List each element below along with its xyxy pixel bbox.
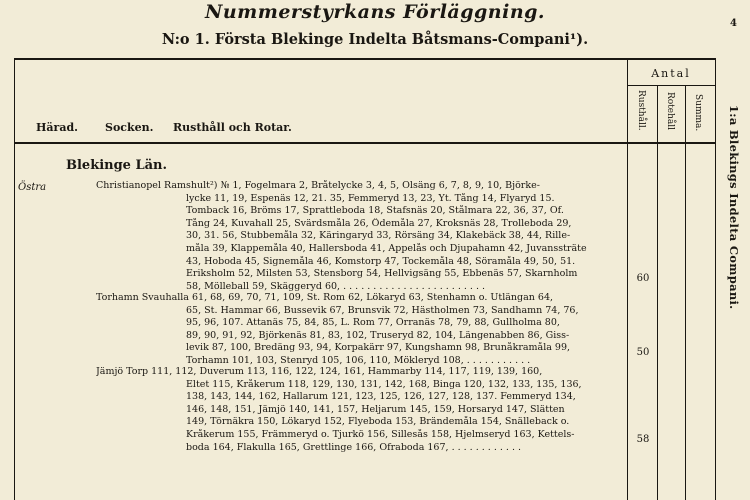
harad-name: Östra bbox=[18, 182, 47, 193]
text-line: 95, 96, 107. Attanäs 75, 84, 85, L. Rom 77, Orranäs 78, 79, 88, Gullholma 80, bbox=[186, 317, 560, 329]
col-rotar-header: Rotehåll bbox=[665, 92, 675, 131]
text-line: Christianopel Ramshult²) № 1, Fogelmara 2, Bråtelycke 3, 4, 5, Olsäng 6, 7, 8, 9, 10, Björke- bbox=[96, 180, 540, 191]
text-line: Tång 24, Kuvahall 25, Svärdsmåla 26, Ödemåla 27, Kroksnäs 28, Trolleboda 29, bbox=[186, 217, 572, 229]
rusthall-rotar-header: Rusthåll och Rotar. bbox=[173, 121, 292, 134]
text-line: boda 164, Flakulla 165, Grettlinge 166, Ofraboda 167, . . . . . . . . . . . . bbox=[186, 441, 522, 453]
antal-underline bbox=[627, 85, 715, 86]
text-line: levik 87, 100, Bredäng 93, 94, Korpakärr 97, Kungshamn 98, Brunåkramåla 99, bbox=[186, 342, 571, 354]
col-summa-header: Summa. bbox=[693, 94, 703, 132]
text-line: 138, 143, 144, 162, Hallarum 121, 123, 125, 126, 127, 128, 137. Femmeryd 134, bbox=[186, 391, 576, 403]
header-rule bbox=[14, 142, 715, 144]
antal-header: Antal bbox=[651, 67, 691, 80]
text-line: 43, Hoboda 45, Signemåla 46, Komstorp 47, Tockemåla 48, Söramåla 49, 50, 51. bbox=[186, 255, 576, 267]
entry-torhamn bbox=[96, 292, 624, 368]
entry-christianopel bbox=[96, 180, 624, 293]
page-number: 4 bbox=[730, 18, 737, 29]
col-rusthall-header: Rusthåll. bbox=[636, 90, 646, 131]
text-line: Torhamn 101, 103, Stenryd 105, 106, 110, Mökleryd 108, . . . . . . . . . . . bbox=[186, 354, 531, 366]
entry-jamjo bbox=[96, 366, 624, 454]
page-subtitle: N:o 1. Första Blekinge Indelta Båtsmans-Compani¹). bbox=[161, 31, 589, 48]
page-title: Nummerstyrkans Förläggning. bbox=[204, 1, 546, 23]
lan-heading: Blekinge Län. bbox=[66, 158, 168, 173]
socken-header: Socken. bbox=[105, 121, 154, 134]
text-line: lycke 11, 19, Espenäs 12, 21. 35, Femmeryd 13, 23, Yt. Tång 14, Flyaryd 15. bbox=[186, 192, 555, 204]
text-line: 30, 31. 56, Stubbemåla 32, Käringaryd 33, Rörsäng 34, Klakebäck 38, 44, Rille- bbox=[186, 230, 571, 242]
text-line: måla 39, Klappemåla 40, Hallersboda 41, Appelås och Djupahamn 42, Juvanssträte bbox=[186, 242, 587, 254]
text-line: Eltet 115, Kråkerum 118, 129, 130, 131, 142, 168, Binga 120, 132, 133, 135, 136, bbox=[186, 378, 582, 390]
text-line: 146, 148, 151, Jämjö 140, 141, 157, Heljarum 145, 159, Horsaryd 147, Slätten bbox=[186, 403, 565, 415]
harad-header: Härad. bbox=[36, 121, 78, 134]
text-line: 65, St. Hammar 66, Bussevik 67, Brunsvik 72, Hästholmen 73, Sandhamn 74, 76, bbox=[186, 304, 579, 316]
text-line: 58, Mölleball 59, Skäggeryd 60, . . . . . . . . . . . . . . . . . . . . . . . . bbox=[186, 280, 486, 292]
text-line: 149, Törnäkra 150, Lökaryd 152, Flyeboda 153, Brändemåla 154, Snälleback o. bbox=[186, 416, 570, 428]
text-line: Jämjö Torp 111, 112, Duverum 113, 116, 122, 124, 161, Hammarby 114, 117, 119, 139, 160, bbox=[96, 366, 543, 377]
text-line: Kråkerum 155, Främmeryd o. Tjurkö 156, Sillesås 158, Hjelmseryd 163, Kettels- bbox=[186, 428, 575, 440]
column-divider-summa bbox=[685, 86, 686, 500]
text-line: Torhamn Svauhalla 61, 68, 69, 70, 71, 109, St. Rom 62, Lökaryd 63, Stenhamn o. Utlängan 64, bbox=[96, 292, 554, 303]
count-jamjo: 58 bbox=[636, 434, 650, 445]
text-line: Eriksholm 52, Milsten 53, Stensborg 54, Hellvigsäng 55, Ebbenäs 57, Skarnholm bbox=[186, 268, 578, 280]
text-line: 89, 90, 91, 92, Björkenäs 81, 83, 102, Truseryd 82, 104, Längenabben 86, Giss- bbox=[186, 329, 570, 341]
count-torhamn: 50 bbox=[636, 347, 650, 358]
side-title: 1:a Blekings Indelta Compani. bbox=[727, 105, 741, 310]
count-christianopel: 60 bbox=[636, 273, 650, 284]
text-line: Tomback 16, Bröms 17, Sprattleboda 18, Stafsnäs 20, Stålmara 22, 36, 37, Of. bbox=[186, 205, 564, 217]
